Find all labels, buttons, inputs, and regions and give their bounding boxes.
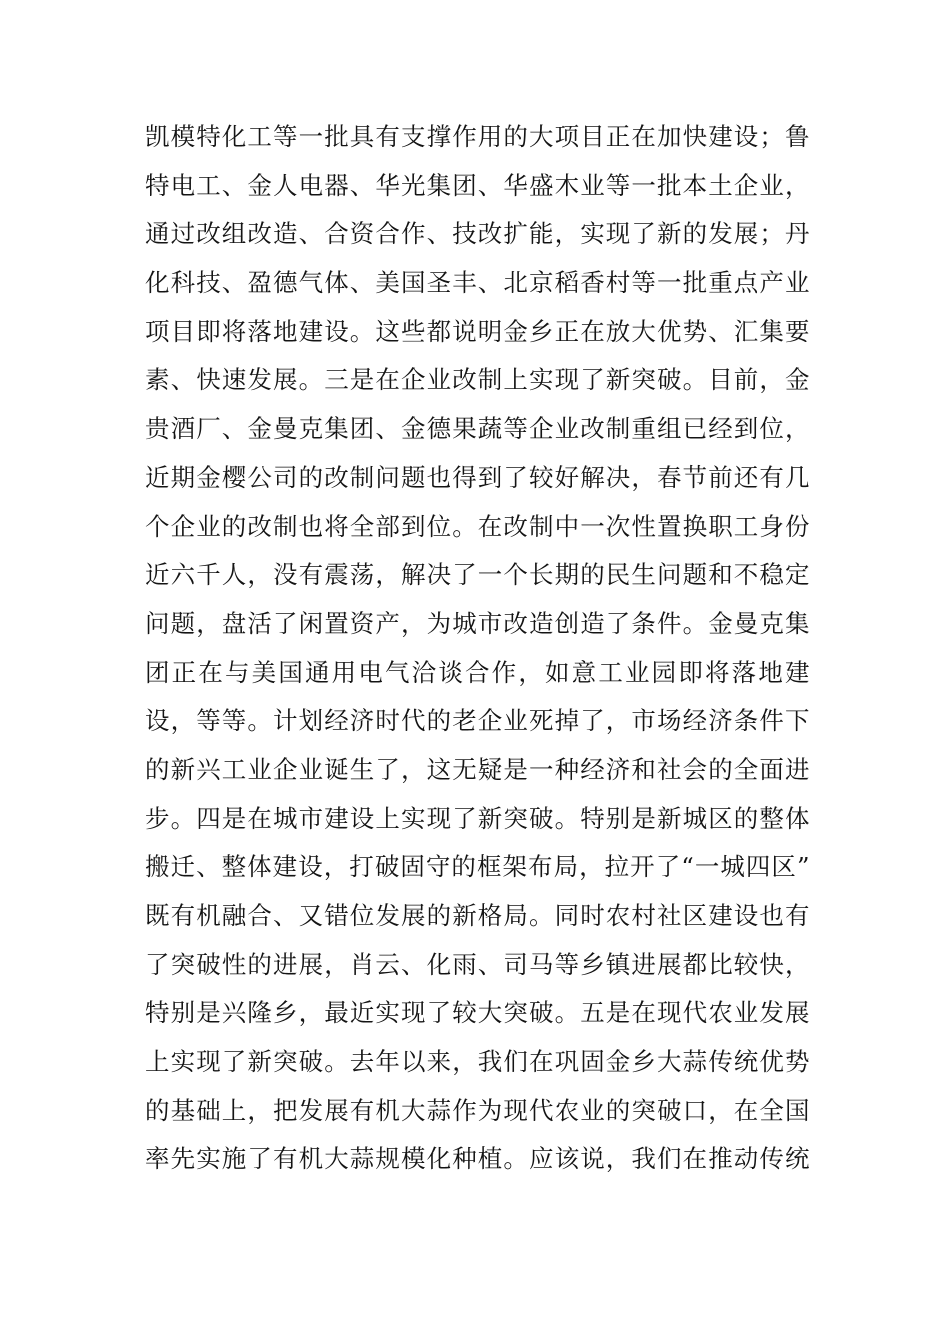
text-line-18: 了突破性的进展，肖云、化雨、司马等乡镇进展都比较快， [145,949,810,979]
text-line-16: 搬迁、整体建设，打破固守的框架布局，拉开了“一城四区” [145,852,810,882]
text-line-20: 上实现了新突破。去年以来，我们在巩固金乡大蒜传统优势 [145,1047,810,1077]
text-line-13: 设，等等。计划经济时代的老企业死掉了，市场经济条件下 [145,706,810,736]
text-line-6: 素、快速发展。三是在企业改制上实现了新突破。目前，金 [145,365,810,395]
text-line-17: 既有机融合、又错位发展的新格局。同时农村社区建设也有 [145,901,810,930]
text-line-4: 化科技、盈德气体、美国圣丰、北京稻香村等一批重点产业 [145,268,810,298]
text-line-19: 特别是兴隆乡，最近实现了较大突破。五是在现代农业发展 [145,998,810,1028]
text-line-5: 项目即将落地建设。这些都说明金乡正在放大优势、汇集要 [145,316,810,346]
text-line-2: 特电工、金人电器、华光集团、华盛木业等一批本土企业， [145,170,810,200]
body-text [145,113,810,1184]
text-line-9: 个企业的改制也将全部到位。在改制中一次性置换职工身份 [145,511,810,541]
text-line-1: 凯模特化工等一批具有支撑作用的大项目正在加快建设；鲁 [145,122,810,151]
text-line-11: 问题，盘活了闲置资产，为城市改造创造了条件。金曼克集 [145,608,810,638]
text-line-3: 通过改组改造、合资合作、技改扩能，实现了新的发展；丹 [145,219,810,249]
text-line-21: 的基础上，把发展有机大蒜作为现代农业的突破口，在全国 [145,1095,810,1125]
text-line-7: 贵酒厂、金曼克集团、金德果蔬等企业改制重组已经到位， [145,414,810,444]
text-line-12: 团正在与美国通用电气洽谈合作，如意工业园即将落地建 [145,657,810,687]
text-line-8: 近期金樱公司的改制问题也得到了较好解决，春节前还有几 [145,462,810,492]
text-line-22: 率先实施了有机大蒜规模化种植。应该说，我们在推动传统 [145,1144,810,1174]
text-line-10: 近六千人，没有震荡，解决了一个长期的民生问题和不稳定 [145,560,810,590]
text-line-15: 步。四是在城市建设上实现了新突破。特别是新城区的整体 [145,803,810,833]
text-line-14: 的新兴工业企业诞生了，这无疑是一种经济和社会的全面进 [145,754,810,784]
